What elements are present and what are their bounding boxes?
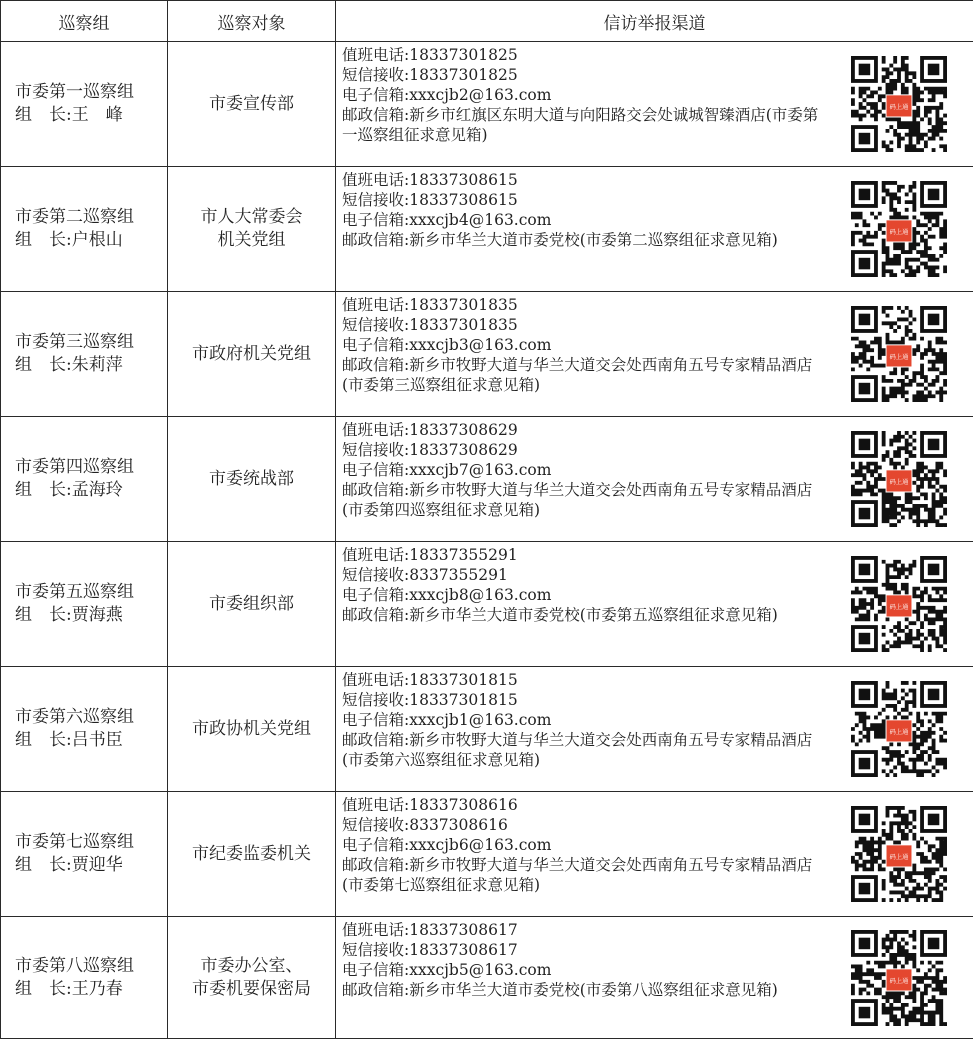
qr-cell	[826, 792, 973, 917]
qr-badge-label: 码上通	[889, 228, 909, 236]
group-leader: 组 长:贾迎华	[15, 855, 123, 875]
qr-badge-label: 码上通	[889, 478, 909, 486]
qr-badge-label: 码上通	[889, 603, 909, 611]
target-line: 市委统战部	[209, 468, 294, 489]
postal-address: 邮政信箱:新乡市牧野大道与华兰大道交会处西南角五号专家精品酒店(市委第六巡察组征求意见箱)	[342, 731, 813, 769]
contact-cell	[336, 917, 826, 1039]
qr-code-icon	[851, 56, 947, 152]
email-address: 电子信箱:xxxcjb2@163.com	[342, 86, 552, 104]
target-line: 市委组织部	[209, 593, 294, 614]
target-line: 市委宣传部	[209, 93, 294, 114]
qr-finder-inner	[859, 883, 871, 895]
qr-finder-inner	[859, 689, 871, 701]
group-cell	[1, 292, 168, 417]
sms-number: 短信接收:18337308617	[342, 941, 518, 959]
contact-cell	[336, 167, 826, 292]
group-leader: 组 长:孟海玲	[15, 480, 123, 500]
header-channels: 信访举报渠道	[336, 1, 973, 42]
contact-cell	[336, 542, 826, 667]
qr-code-icon	[851, 806, 947, 902]
qr-finder-inner	[859, 189, 871, 201]
duty-phone: 值班电话:18337301835	[342, 296, 518, 314]
qr-finder-inner	[859, 439, 871, 451]
group-name: 市委第四巡察组	[15, 457, 134, 477]
postal-address: 邮政信箱:新乡市牧野大道与华兰大道交会处西南角五号专家精品酒店(市委第七巡察组征求意见箱)	[342, 856, 813, 894]
contact-cell	[336, 42, 826, 167]
group-name: 市委第二巡察组	[15, 207, 134, 227]
duty-phone: 值班电话:18337355291	[342, 546, 518, 564]
group-cell	[1, 42, 168, 167]
target-line: 机关党组	[217, 230, 286, 250]
duty-phone: 值班电话:18337301825	[342, 46, 518, 64]
qr-finder-inner	[859, 633, 871, 645]
target-line: 市政府机关党组	[192, 343, 311, 364]
target-cell	[168, 542, 336, 667]
group-cell	[1, 792, 168, 917]
target-cell	[168, 292, 336, 417]
qr-finder-inner	[859, 64, 871, 76]
sms-number: 短信接收:8337308616	[342, 816, 508, 834]
target-cell	[168, 167, 336, 292]
qr-badge-label: 码上通	[889, 728, 909, 736]
table-row	[1, 542, 973, 667]
qr-finder-inner	[859, 133, 871, 145]
qr-finder-inner	[859, 564, 871, 576]
qr-badge-label: 码上通	[889, 103, 909, 111]
target-line: 市委机要保密局	[192, 978, 311, 999]
qr-finder-inner	[928, 564, 940, 576]
table-row	[1, 417, 973, 542]
sms-number: 短信接收:18337301815	[342, 691, 518, 709]
postal-address: 邮政信箱:新乡市华兰大道市委党校(市委第二巡察组征求意见箱)	[342, 231, 778, 249]
group-leader: 组 长:朱莉萍	[15, 355, 123, 375]
qr-badge-label: 码上通	[889, 853, 909, 861]
email-address: 电子信箱:xxxcjb5@163.com	[342, 961, 552, 979]
email-address: 电子信箱:xxxcjb7@163.com	[342, 461, 552, 479]
duty-phone: 值班电话:18337301815	[342, 671, 518, 689]
email-address: 电子信箱:xxxcjb4@163.com	[342, 211, 552, 229]
email-address: 电子信箱:xxxcjb3@163.com	[342, 336, 552, 354]
qr-finder-inner	[859, 383, 871, 395]
target-cell	[168, 667, 336, 792]
qr-finder-inner	[928, 689, 940, 701]
qr-finder-inner	[859, 314, 871, 326]
sms-number: 短信接收:18337308615	[342, 191, 518, 209]
qr-cell	[826, 167, 973, 292]
group-cell	[1, 417, 168, 542]
qr-finder-inner	[928, 189, 940, 201]
qr-cell	[826, 417, 973, 542]
group-cell	[1, 667, 168, 792]
group-name: 市委第六巡察组	[15, 707, 134, 727]
contact-cell	[336, 292, 826, 417]
table-header-row	[1, 1, 973, 42]
qr-finder-inner	[859, 758, 871, 770]
header-target: 巡察对象	[168, 1, 336, 42]
email-address: 电子信箱:xxxcjb8@163.com	[342, 586, 552, 604]
duty-phone: 值班电话:18337308629	[342, 421, 518, 439]
target-cell	[168, 417, 336, 542]
table-row	[1, 167, 973, 292]
qr-finder-inner	[928, 937, 940, 949]
postal-address: 邮政信箱:新乡市牧野大道与华兰大道交会处西南角五号专家精品酒店(市委第三巡察组征求意见箱)	[342, 356, 813, 394]
qr-finder-inner	[859, 937, 871, 949]
duty-phone: 值班电话:18337308617	[342, 921, 518, 939]
group-cell	[1, 167, 168, 292]
email-address: 电子信箱:xxxcjb6@163.com	[342, 836, 552, 854]
postal-address: 邮政信箱:新乡市牧野大道与华兰大道交会处西南角五号专家精品酒店(市委第四巡察组征求意见箱)	[342, 481, 813, 519]
table-row	[1, 292, 973, 417]
qr-cell	[826, 292, 973, 417]
contact-cell	[336, 792, 826, 917]
target-line: 市委办公室、	[200, 955, 303, 976]
group-name: 市委第八巡察组	[15, 955, 134, 976]
qr-code-icon	[851, 431, 947, 527]
table-row	[1, 42, 973, 167]
qr-badge-label: 码上通	[889, 353, 909, 361]
group-cell	[1, 542, 168, 667]
target-cell	[168, 42, 336, 167]
qr-code-icon	[851, 556, 947, 652]
table-row	[1, 917, 973, 1039]
postal-address: 邮政信箱:新乡市华兰大道市委党校(市委第五巡察组征求意见箱)	[342, 606, 778, 624]
target-line: 市人大常委会	[200, 207, 303, 227]
contact-cell	[336, 417, 826, 542]
qr-finder-inner	[859, 814, 871, 826]
sms-number: 短信接收:18337301825	[342, 66, 518, 84]
group-leader: 组 长:户根山	[15, 230, 123, 250]
sms-number: 短信接收:18337308629	[342, 441, 518, 459]
header-group: 巡察组	[1, 1, 168, 42]
qr-finder-inner	[859, 1006, 871, 1018]
qr-finder-inner	[928, 439, 940, 451]
sms-number: 短信接收:8337355291	[342, 566, 508, 584]
target-line: 市纪委监委机关	[192, 843, 311, 864]
qr-code-icon	[851, 306, 947, 402]
target-cell	[168, 917, 336, 1039]
group-leader: 组 长:王乃春	[15, 978, 123, 999]
qr-finder-inner	[859, 258, 871, 270]
group-name: 市委第七巡察组	[15, 832, 134, 852]
group-leader: 组 长:吕书臣	[15, 730, 123, 750]
target-line: 市政协机关党组	[192, 718, 311, 739]
qr-finder-inner	[859, 508, 871, 520]
table-row	[1, 667, 973, 792]
group-leader: 组 长:王 峰	[15, 105, 123, 125]
qr-badge-label: 码上通	[889, 977, 909, 985]
email-address: 电子信箱:xxxcjb1@163.com	[342, 711, 552, 729]
qr-code-icon	[851, 181, 947, 277]
qr-code-icon	[851, 930, 947, 1026]
contact-cell	[336, 667, 826, 792]
duty-phone: 值班电话:18337308616	[342, 796, 518, 814]
table-row	[1, 792, 973, 917]
qr-cell	[826, 917, 973, 1039]
postal-address: 邮政信箱:新乡市华兰大道市委党校(市委第八巡察组征求意见箱)	[342, 981, 778, 999]
qr-finder-inner	[928, 814, 940, 826]
qr-code-icon	[851, 681, 947, 777]
duty-phone: 值班电话:18337308615	[342, 171, 518, 189]
postal-address: 邮政信箱:新乡市红旗区东明大道与向阳路交会处诚城智臻酒店(市委第一巡察组征求意见箱)	[342, 106, 819, 144]
qr-cell	[826, 542, 973, 667]
qr-finder-inner	[928, 314, 940, 326]
qr-finder-inner	[928, 64, 940, 76]
qr-cell	[826, 42, 973, 167]
target-cell	[168, 792, 336, 917]
group-name: 市委第五巡察组	[15, 582, 134, 602]
group-name: 市委第一巡察组	[15, 82, 134, 102]
group-leader: 组 长:贾海燕	[15, 605, 123, 625]
group-name: 市委第三巡察组	[15, 332, 134, 352]
qr-cell	[826, 667, 973, 792]
sms-number: 短信接收:18337301835	[342, 316, 518, 334]
group-cell	[1, 917, 168, 1039]
